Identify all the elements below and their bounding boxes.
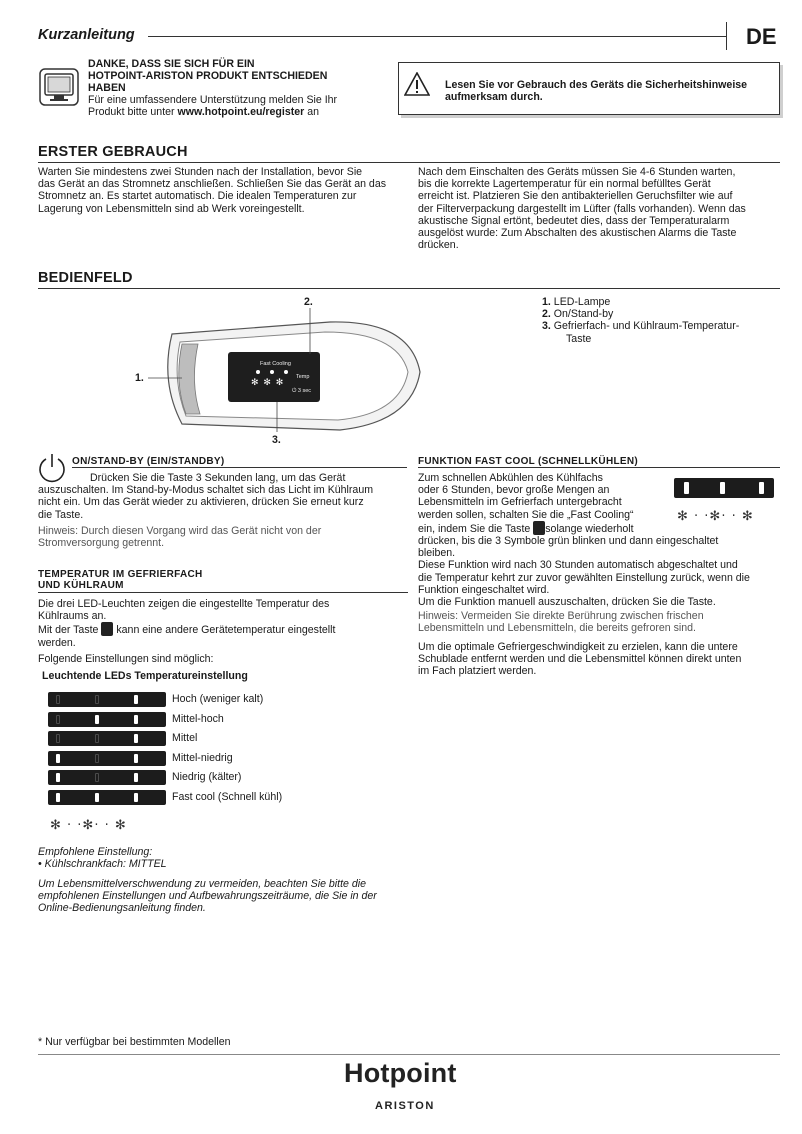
first-use-rule bbox=[38, 162, 780, 163]
footer-rule bbox=[38, 1054, 780, 1055]
legend-num: 3. bbox=[542, 320, 551, 333]
warning-line-1: Lesen Sie vor Gebrauch des Geräts die Sicherheitshinweise bbox=[445, 79, 748, 91]
food-waste-line: Online-Bedienungsanleitung finden. bbox=[38, 902, 206, 915]
register-link[interactable]: www.hotpoint.eu/register bbox=[177, 106, 305, 119]
thanks-text-2 bbox=[88, 106, 337, 118]
temperature-heading-1: TEMPERATUR IM GEFRIERFACH bbox=[38, 569, 203, 580]
panel-snowflake-icons: ✻ ✻ ✻ bbox=[251, 378, 285, 388]
first-use-right-line: der Filterverpackung dargestellt im Lüfter (falls vorhanden). Wenn das bbox=[418, 202, 746, 215]
led-row bbox=[48, 790, 166, 805]
legend-item bbox=[542, 308, 739, 320]
brand-sub: ARISTON bbox=[375, 1100, 435, 1112]
onstandby-heading: ON/STAND-BY (EIN/STANDBY) bbox=[72, 456, 225, 467]
thanks-line-3: HABEN bbox=[88, 82, 126, 95]
led-row-label: Fast cool (Schnell kühl) bbox=[172, 791, 283, 803]
temperature-line: werden. bbox=[38, 636, 76, 649]
first-use-right-line: ausgelöst wurde: Zum Abschalten des akustischen Alarms die Taste bbox=[418, 227, 737, 240]
onstandby-line: Drücken Sie die Taste 3 Sekunden lang, um das Gerät bbox=[90, 472, 346, 484]
recommended-setting bbox=[38, 846, 167, 870]
led-on bbox=[134, 715, 138, 724]
led-on bbox=[134, 793, 138, 802]
recommended-line: • Kühlschrankfach: MITTEL bbox=[38, 858, 167, 871]
panel-led bbox=[256, 370, 260, 374]
fastcool-optimal-line: im Fach platziert werden. bbox=[418, 665, 537, 678]
fastcool-line-pre: ein, indem Sie die Taste bbox=[418, 522, 531, 535]
onstandby-note-line: Hinweis: Durch diesen Vorgang wird das Gerät nicht von der bbox=[38, 525, 322, 537]
fastcool-line-post: solange wiederholt bbox=[545, 522, 634, 535]
first-use-right-line: Nach dem Einschalten des Geräts müssen Sie 4-6 Stunden warten, bbox=[418, 166, 736, 178]
fastcool-optimal-line: Schublade entfernt werden und die Lebensmittel können direkt unten bbox=[418, 653, 742, 666]
temperature-line-post: kann eine andere Gerätetemperatur eingestellt bbox=[116, 624, 336, 637]
led-row bbox=[48, 692, 166, 707]
header-rule bbox=[148, 36, 726, 37]
thanks-text-2-post: an bbox=[304, 106, 319, 119]
footer-note: * Nur verfügbar bei bestimmten Modellen bbox=[38, 1036, 231, 1048]
led-on bbox=[95, 793, 99, 802]
led-on bbox=[134, 773, 138, 782]
first-use-right-line: akustische Signal ertönt, bedeutet dies, dass der Temperaturalarm bbox=[418, 214, 730, 227]
onstandby-line: nicht ein. Um das Gerät wieder zu aktivieren, drücken Sie erneut kurz bbox=[38, 496, 364, 509]
legend-text: On/Stand-by bbox=[553, 308, 614, 321]
fastcool-optimal bbox=[418, 641, 741, 678]
led-off bbox=[95, 734, 99, 743]
first-use-right-line: bis die korrekte Lagertemperatur für ein normal befülltes Gerät bbox=[418, 178, 711, 191]
fastcool-line: Zum schnellen Abkühlen des Kühlfachs bbox=[418, 472, 603, 484]
callout-2: 2. bbox=[304, 296, 313, 308]
temperature-line: Kühlraums an. bbox=[38, 610, 107, 623]
temperature-line bbox=[38, 622, 410, 636]
onstandby-line: auszuschalten. Im Stand-by-Modus schaltet sich das Licht im Kühlraum bbox=[38, 484, 374, 497]
fastcool-note-line: Hinweis: Vermeiden Sie direkte Berührung zwischen frischen bbox=[418, 610, 704, 622]
warning-box bbox=[398, 62, 780, 115]
fastcool-heading: FUNKTION FAST COOL (SCHNELLKÜHLEN) bbox=[418, 456, 639, 467]
onstandby-line: die Taste. bbox=[38, 508, 84, 521]
temp-button-icon bbox=[101, 622, 113, 636]
food-waste-line: Um Lebensmittelverschwendung zu vermeiden, beachten Sie bitte die bbox=[38, 878, 367, 890]
first-use-left bbox=[38, 166, 408, 215]
led-row-label: Niedrig (kälter) bbox=[172, 771, 242, 784]
led-off bbox=[95, 773, 99, 782]
thanks-line-2: HOTPOINT-ARISTON PRODUKT ENTSCHIEDEN bbox=[88, 70, 328, 83]
food-waste-note bbox=[38, 878, 377, 915]
fastcool-line: Diese Funktion wird nach 30 Stunden automatisch abgeschaltet und bbox=[418, 559, 738, 572]
fastcool-line: drücken, bis die 3 Symbole grün blinken und dann eingeschaltet bbox=[418, 535, 719, 548]
header-title: Kurzanleitung bbox=[38, 27, 135, 43]
warning-text bbox=[445, 79, 747, 103]
led-row bbox=[48, 770, 166, 785]
legend-item bbox=[542, 296, 739, 308]
first-use-left-line: Lagerung von Lebensmitteln sind ab Werk voreingestellt. bbox=[38, 202, 305, 215]
legend-text: LED-Lampe bbox=[553, 296, 611, 308]
thanks-text bbox=[88, 94, 337, 118]
onstandby-note-line: Stromversorgung getrennt. bbox=[38, 537, 165, 550]
callout-3: 3. bbox=[272, 434, 281, 446]
led-off bbox=[95, 754, 99, 763]
led-off bbox=[56, 715, 60, 724]
led-row bbox=[48, 731, 166, 746]
panel-led bbox=[284, 370, 288, 374]
fastcool-line: Lebensmitteln im Gefrierfach untergebracht bbox=[418, 496, 622, 509]
led-on bbox=[56, 773, 60, 782]
fastcool-rule bbox=[418, 467, 780, 468]
led-table-heading: Leuchtende LEDs Temperatureinstellung bbox=[42, 670, 248, 682]
panel-legend bbox=[542, 296, 739, 345]
first-use-left-line: Warten Sie mindestens zwei Stunden nach der Installation, bevor Sie bbox=[38, 166, 363, 178]
temperature-text bbox=[38, 598, 410, 665]
snowflake-icons: ✻ · ·✻· · ✻ bbox=[50, 818, 127, 833]
legend-cont: Taste bbox=[566, 332, 592, 345]
fastcool-note bbox=[418, 610, 704, 634]
fastcool-led bbox=[684, 482, 689, 494]
temperature-rule bbox=[38, 592, 408, 593]
fastcool-led bbox=[759, 482, 764, 494]
onstandby-rule bbox=[72, 467, 407, 468]
recommended-line: Empfohlene Einstellung: bbox=[38, 846, 153, 858]
onstandby-text bbox=[38, 472, 410, 521]
fastcool-line: Funktion eingeschaltet wird. bbox=[418, 583, 550, 596]
temperature-heading-2: UND KÜHLRAUM bbox=[38, 580, 124, 591]
temperature-line: Die drei LED-Leuchten zeigen die eingestellte Temperatur des bbox=[38, 598, 330, 610]
fastcool-line: bleiben. bbox=[418, 547, 456, 560]
panel-temp-button[interactable]: Temp bbox=[296, 374, 310, 380]
warning-line-2: aufmerksam durch. bbox=[445, 91, 543, 104]
led-off bbox=[56, 734, 60, 743]
legend-num: 1. bbox=[542, 296, 551, 308]
warning-icon bbox=[404, 72, 430, 101]
panel-power-button[interactable]: ⏻ 3 sec bbox=[292, 388, 312, 394]
first-use-right-line: drücken. bbox=[418, 239, 459, 252]
first-use-right bbox=[418, 166, 783, 251]
led-on bbox=[134, 754, 138, 763]
fastcool-led-bar bbox=[674, 478, 774, 498]
panel-led bbox=[270, 370, 274, 374]
led-row-label: Mittel bbox=[172, 732, 198, 745]
panel-fast-cooling-label: Fast Cooling bbox=[260, 361, 291, 367]
temperature-heading bbox=[38, 569, 203, 591]
first-use-left-line: Stromnetz an. Es startet automatisch. Die idealen Temperaturen zur bbox=[38, 190, 357, 203]
led-row-label: Mittel-hoch bbox=[172, 712, 224, 725]
fastcool-optimal-line: Um die optimale Gefriergeschwindigkeit zu erzielen, kann die untere bbox=[418, 641, 738, 653]
led-row-label: Mittel-niedrig bbox=[172, 751, 233, 764]
thanks-text-1: Für eine umfassendere Unterstützung melden Sie Ihr bbox=[88, 94, 338, 106]
led-off bbox=[56, 695, 60, 704]
first-use-heading: ERSTER GEBRAUCH bbox=[38, 144, 188, 160]
fastcool-line: werden sollen, schalten Sie die „Fast Cooling“ bbox=[418, 508, 634, 521]
temperature-line: Folgende Einstellungen sind möglich: bbox=[38, 652, 214, 665]
fastcool-note-line: Lebensmitteln und Lebensmitteln, die bereits gefroren sind. bbox=[418, 622, 696, 635]
panel-heading: BEDIENFELD bbox=[38, 270, 133, 286]
header-tick bbox=[726, 22, 727, 50]
thanks-heading bbox=[88, 58, 327, 95]
led-on bbox=[56, 754, 60, 763]
fastcool-line: die Temperatur kehrt zur zuvor gewählten Einstellung zurück, wenn die bbox=[418, 571, 750, 584]
led-off bbox=[95, 695, 99, 704]
brand-logo: Hotpoint bbox=[344, 1058, 457, 1088]
legend-num: 2. bbox=[542, 308, 551, 321]
led-on bbox=[95, 715, 99, 724]
fastcool-snowflake-icons: ✻ · ·✻· · ✻ bbox=[677, 509, 754, 524]
temp-button-icon bbox=[533, 521, 545, 535]
led-row bbox=[48, 751, 166, 766]
food-waste-line: empfohlenen Einstellungen und Aufbewahrungszeiträume, die Sie in der bbox=[38, 890, 377, 903]
fastcool-led bbox=[720, 482, 725, 494]
fastcool-line: oder 6 Stunden, bevor große Mengen an bbox=[418, 484, 610, 497]
control-panel-illustration bbox=[120, 292, 450, 446]
first-use-left-line: das Gerät an das Stromnetz anschließen. Schließen Sie das Gerät an das bbox=[38, 178, 387, 191]
panel-rule bbox=[38, 288, 780, 289]
legend-item bbox=[542, 320, 739, 332]
temperature-line-pre: Mit der Taste bbox=[38, 624, 99, 637]
thanks-line-1: DANKE, DASS SIE SICH FÜR EIN bbox=[88, 58, 255, 70]
legend-text: Gefrierfach- und Kühlraum-Temperatur- bbox=[553, 320, 740, 333]
first-use-right-line: erreicht ist. Platzieren Sie den antibakteriellen Geruchsfilter wie auf bbox=[418, 190, 733, 203]
language-code: DE bbox=[746, 24, 777, 49]
onstandby-note bbox=[38, 525, 321, 549]
monitor-icon bbox=[39, 68, 79, 106]
led-on bbox=[56, 793, 60, 802]
callout-1: 1. bbox=[135, 372, 144, 384]
led-on bbox=[134, 695, 138, 704]
led-row bbox=[48, 712, 166, 727]
led-on bbox=[134, 734, 138, 743]
fastcool-line: Um die Funktion manuell auszuschalten, drücken Sie die Taste. bbox=[418, 596, 716, 609]
thanks-text-2-pre: Produkt bitte unter bbox=[88, 106, 178, 119]
led-row-label: Hoch (weniger kalt) bbox=[172, 693, 264, 705]
